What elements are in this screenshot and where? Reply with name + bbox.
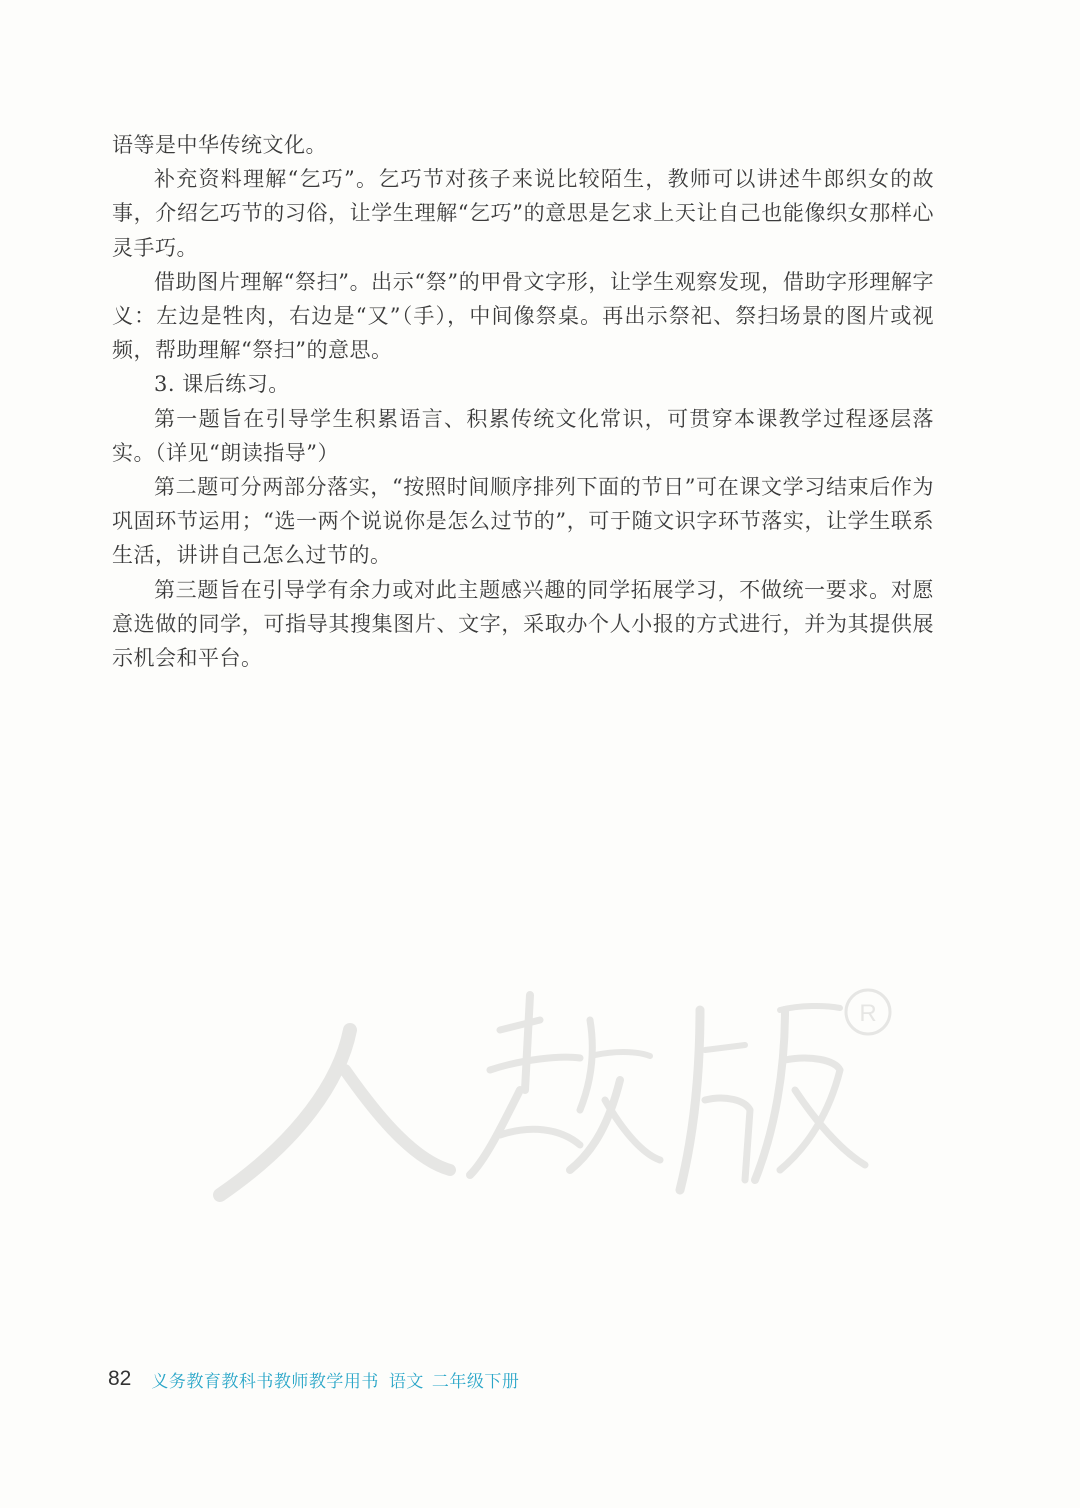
section-heading-exercises: 3. 课后练习。: [154, 372, 290, 397]
publisher-watermark: [200, 960, 900, 1220]
footer-book-title: 义务教育教科书教师教学用书: [151, 1371, 379, 1392]
paragraph-exercise-three: 第三题旨在引导学有余力或对此主题感兴趣的同学拓展学习，不做统一要求。对愿意选做的同学，可指导其搜集图片、文字，采取办个人小报的方式进行，并为其提供展示机会和平台。: [112, 577, 934, 671]
footer-subject: 语文: [388, 1371, 424, 1392]
page-number: 82: [108, 1367, 132, 1390]
page-footer: [108, 1364, 519, 1394]
body-text: [112, 128, 934, 675]
footer-grade: 二年级下册: [431, 1371, 520, 1392]
paragraph-exercise-two: 第二题可分两部分落实，“按照时间顺序排列下面的节日”可在课文学习结束后作为巩固环节运用；“选一两个说说你是怎么过节的”，可于随文识字环节落实，让学生联系生活，讲讲自己怎么过节的。: [112, 475, 934, 568]
paragraph-continuation: 语等是中华传统文化。: [112, 133, 327, 157]
watermark-logo-icon: [200, 960, 900, 1220]
svg-text:R: R: [859, 1000, 877, 1027]
registered-mark-icon: [846, 990, 890, 1034]
paragraph-jisao: 借助图片理解“祭扫”。出示“祭”的甲骨文字形，让学生观察发现，借助字形理解字义：左边是牲肉，右边是“又”（手），中间像祭桌。再出示祭祀、祭扫场景的图片或视频，帮助理解“祭扫”的意思。: [112, 269, 934, 363]
paragraph-qiqiao: 补充资料理解“乞巧”。乞巧节对孩子来说比较陌生，教师可以讲述牛郎织女的故事，介绍乞巧节的习俗，让学生理解“乞巧”的意思是乞求上天让自己也能像织女那样心灵手巧。: [112, 167, 934, 260]
paragraph-exercise-one: 第一题旨在引导学生积累语言、积累传统文化常识，可贯穿本课教学过程逐层落实。（详见“朗读指导”）: [112, 406, 934, 465]
